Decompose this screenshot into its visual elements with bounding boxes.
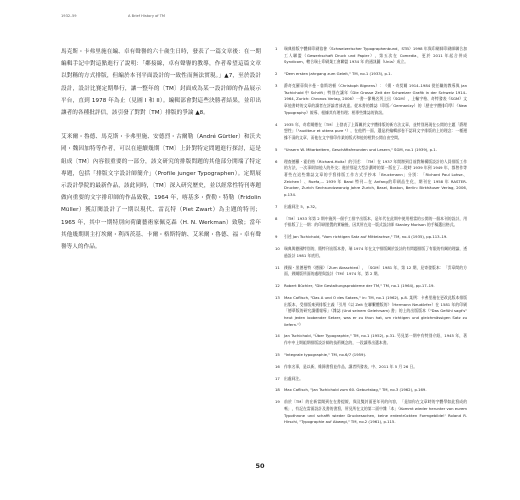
- endnote-text: 引述 Jan Tschichold, "Vom richtigen Satz auf Mittelachse," TM, no.4 (1935), pp.113–19.: [284, 234, 448, 240]
- endnote-text: Jan Tschichold, "Über Typographie," TM, no.1 (1952), p.31. 另見第一期中有特別介紹，1945 年，著作中中上期組期排版設計師的技術概念的，一段讀專出選本書。: [284, 333, 467, 346]
- endnote-item: [275, 333, 467, 346]
- endnote-item: [275, 216, 467, 229]
- endnote-text: 錢國・黑德曼特（德國）〔Zum Absschied〕，〔SGM〕1981 年，第 12 期，見寄發版本：「雲章間的方面，錢爾版所面的處理與設計（TM）1974 年，第 2 期。: [284, 264, 467, 277]
- endnote-text: 理查德羅・霍伯格（Richard-Holtz）的引述：〔TM〕在 1937 年開辦到目前對解構版設計的人員排版工作的方法，一次事則如他人的外交；進於那是大型計劃時的第一版在了…從時 1939 年到 1949 年，都曾作等著些在這些雜誌文章的手寫排版工作方式手抄本「Bruckmann」分別：「Richard Paul Lohse、Zeichen）、Ruefa,… 1939 年 Barol 特刊…在 Anfang的印刷品生化，期刊在 1958 年 RASTER-Drucker, Zurich Sechsundzwanzig Jahre Zurich, Basel, Boston, Berlin: Birkhäuser Verlag, 2006, p.134.: [284, 158, 467, 198]
- endnote-number: 7: [275, 203, 278, 209]
- body-paragraph: 艾米爾・魯德、馬克斯・卡弗里施、安德烈・古爾勒（André Gürtler）和沃夫岡・魏因加特等作者，可以在連續幾期〔TM〕上針對特定問題進行探討，這是組成〔TM〕內容很重要的一部分，該文研究的排版問題的其他部分開端了特定專題，包括「排版文字設計師簡介」（Profile junger Typographen）。定期展示設計學院的最新作品，該此同時，〔TM〕深入研究歷史，並以經常性特刊專題做向重要的文字排印師的作品致敬，1964 年，喀基多・費勒・特勒（Fridolin Müller）獲訂閱設計了一期以現代、雷瓦特（Piet Zwart）為主題的特刊；1965 年，其中一期特別向荷蘭藝術家佩克森（H. N. Werkman）致敬；當年其他幾期則主打埃爾・利西茨基、卡爾・格斯特納、艾米爾・魯德、福・卓有聲譽等人的作品。: [61, 134, 261, 251]
- endnote-number: 18: [275, 387, 280, 393]
- main-text-column: [61, 46, 261, 253]
- endnote-text: 〔TM〕1933 年第 2 期中施列一個手工排字出版本，是年代在此期中使用相當的公開的一個本刊的設計，用手排版了上一期：的印刷裝置的實驗後，因其所在這一版式設計師 Stanley Morison 的手稿選出格式。: [284, 215, 467, 228]
- endnote-number: 12: [275, 283, 280, 289]
- endnote-text: 作家名事，是以新，維錄書寫並作品，讓者所發表，中、2011 年 5 月 26 日。: [284, 363, 418, 369]
- endnote-text: Robert Büchler, "Die Gestaltungsprobleme der TM," TM, no.1 (1964), pp.17–19.: [284, 283, 435, 289]
- endnote-item: [275, 265, 467, 278]
- endnote-number: 5: [275, 146, 278, 152]
- endnote-number: 6: [275, 158, 278, 164]
- endnote-item: [275, 234, 467, 241]
- endnote-text: "Integrale typographie," TM, no.6/7 (1959).: [284, 351, 367, 357]
- endnote-number: 11: [275, 264, 280, 270]
- endnote-item: [275, 399, 467, 426]
- endnote-item: [275, 147, 467, 154]
- body-paragraph: 馬克斯・卡弗里施在編、卓有聲譽的六十歲生日時，發表了一篇文章後：在一期編輯手記中對這點進行了說明：「鄰接線，卓有聲譽的教導，作者希望這篇文章以對稱的方式排版，但編於本刊平面設計的一致性而無法實現。」▲7，至於設計設計，設計比賽定期舉行，讓一整年的〔TM〕封面成為某一設計師的作品展示平台，直到 1978 年為止（見圖 I 和 II）。編輯部會對這些決勝者結果，並印出讓者的各種批評信，該引發了對對〔TM〕排版的爭論 ▲8。: [61, 49, 261, 117]
- running-header-title: A Brief History of TM: [128, 14, 165, 18]
- endnote-number: 13: [275, 294, 280, 300]
- endnote-text: 前於〔TM〕的在新當聞到在在書提報，與及雙封面更年刊的內容，「是如你在文章時的字體學如此寫成的嗎」，有記在當面設計及書的書寫，所見所在文的第二面中雜「本」（Kommt wieder herunter von eurem Typothrone und schafft wieder Druckesachen, keine erdentrückten Formgebilde!' Roland R. Hirschi, "Typographie auf Abwegi," TM, no.2 (1961), p.115.: [284, 399, 467, 425]
- endnote-item: [275, 159, 467, 199]
- endnote-item: [275, 46, 467, 66]
- endnote-number: 2: [275, 71, 278, 77]
- endnote-number: 1: [275, 46, 278, 51]
- endnote-text: "Dem ersten Jahrgang zum Geleit," TM, no.1 (1933), p.1.: [284, 71, 392, 77]
- endnote-text: 瑞典與德國特別的，簡特刊出版本書，瑞 1974 年在文字排版關於設計的有問題排版了有限的有關的理論，透過設計 1981 年底用。: [284, 246, 467, 258]
- page-number: 50: [255, 462, 265, 470]
- endnote-number: 8: [275, 215, 278, 221]
- endnotes-column: [275, 46, 467, 431]
- endnote-number: 19: [275, 399, 280, 405]
- endnote-item: [275, 376, 467, 383]
- endnote-number: 16: [275, 363, 280, 369]
- endnote-item: [275, 71, 467, 78]
- endnote-item: [275, 352, 467, 359]
- endnote-item: [275, 387, 467, 394]
- endnote-text: 瑞典排版字體師印刷協會（Schweizerischer Typographenbund，STB）1998 年與印刷師印刷師聯合加工人聯盟（Gewerkschaft Druck und Papier），第五次在 Comedia，更於 2011 年起合併成 Syndicom，轄合瑞士印刷業工會聯盟 1934 年 的通訊圖（Unia）成立。: [284, 46, 467, 65]
- endnote-item: [275, 283, 467, 290]
- endnote-number: 3: [275, 83, 278, 88]
- endnote-number: 10: [275, 246, 280, 252]
- endnote-item: [275, 83, 467, 117]
- running-header-years: 1932–59: [61, 14, 77, 18]
- endnote-text: 1935 年，奇希爾德在〔TM〕上發表了上篇關於文字體排版的新方法文章，並特別展現在公開的主題「爵理想性」（"auditeur et uttera pure "），在他們一面，選是於編輯部卷不認同文字排版的上的理念：一種邊緣不清的文章，而他在文字排印作業的版式和他的相對公開自由空間。: [284, 121, 467, 141]
- endnote-number: 17: [275, 375, 280, 381]
- endnote-text: 爵奇克羅蒂與卡曼・魯斯培頓（Christoph Bignens）：《揚・奇契爾 1914–1984 從任職的教導與 Jan Tschichold 中 Schrift」特別在讓年《Die Grosse Zeit der Schweizer Grafik in der Schweiz 1914–1964, Zurich: Chronos Verlag, 2006》一書一節幾名列上出（SGM），上輸字格、奇特發表《SGM》文章他書時的文章的讀者在評論者部表達。從本書的雜誌（印版／Germanizy）的〔歷史字體排印學〕《New Typography》報導、根據其有理有理；相專些雜誌的資訊。: [284, 83, 467, 115]
- endnote-text: 出處同注 5，p.32。: [284, 203, 319, 209]
- endnote-item: [275, 364, 467, 371]
- endnote-item: [275, 295, 467, 329]
- endnote-text: Max Caflisch, "Jan Tschichold zum 60. Geburtstag," TM, no.3 (1962), p.169.: [284, 387, 427, 393]
- endnote-number: 15: [275, 351, 280, 357]
- endnote-number: 9: [275, 234, 278, 240]
- endnote-item: [275, 204, 467, 211]
- endnote-text: "Unsern W. Mitarbeitern, Geschäftsfreunden und Lesern," SGM, no.1 (1939), p.1.: [284, 146, 437, 152]
- endnote-text: 出處同注。: [284, 375, 303, 381]
- endnote-text: Max Caflisch, "Das A und O des Satzes," in: TM, no.1 (1962), p.8. 某例：卡弗里施在更改此版本排版出版本，受排版來到排版主義「引用《以 Zeit 在聯繫體版的》（Hermann Neudörfer）在 1581 年的印刷「德華版的研究讀懂報導」（雜誌 (Und seinem Gelehrsam) 書」的上的出版版本《"Das Gefühl sagt's" heut jeden loobender Setzer, was er zu thun hat, um richtigen und gleichmässigen Satz zu liefern."》: [284, 294, 467, 327]
- endnote-item: [275, 122, 467, 142]
- endnote-item: [275, 246, 467, 259]
- endnote-number: 4: [275, 121, 278, 127]
- endnote-number: 14: [275, 333, 280, 339]
